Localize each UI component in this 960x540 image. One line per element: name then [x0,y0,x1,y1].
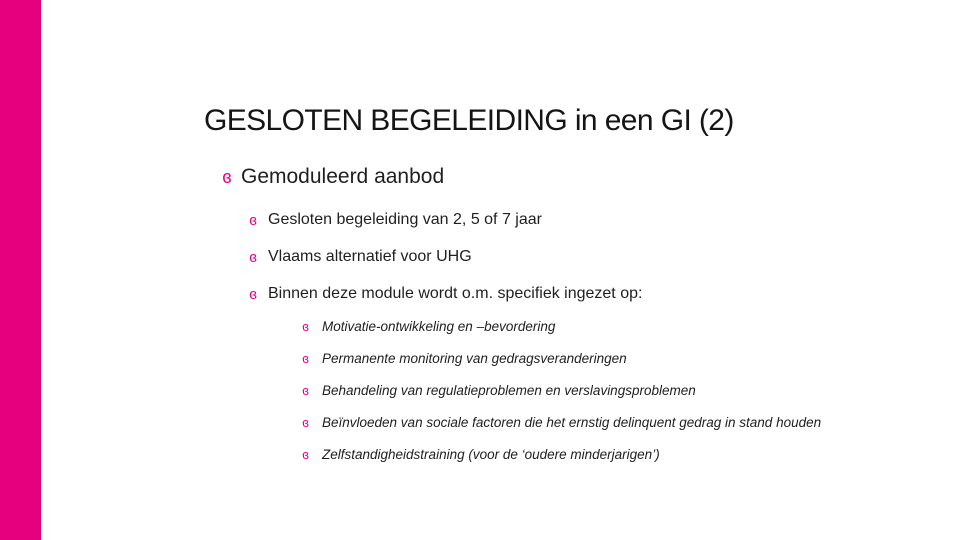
bullet-text: Gemoduleerd aanbod [241,165,445,188]
bullet-icon: ɞ [249,285,257,303]
bullet-text: Motivatie-ontwikkeling en –bevordering [322,319,556,334]
accent-bar [0,0,41,540]
bullet-level3 [299,447,660,462]
bullet-icon: ɞ [222,166,232,187]
bullet-level1 [219,165,444,189]
bullet-text: Permanente monitoring van gedragsveranderingen [322,351,627,366]
bullet-icon: ɞ [302,351,309,366]
bullet-level3 [299,383,696,398]
bullet-level2 [246,211,542,229]
bullet-icon: ɞ [302,319,309,334]
bullet-text: Binnen deze module wordt o.m. specifiek ingezet op: [268,285,643,302]
bullet-icon: ɞ [302,415,309,430]
bullet-icon: ɞ [249,211,257,229]
bullet-text: Gesloten begeleiding van 2, 5 of 7 jaar [268,211,542,228]
bullet-icon: ɞ [302,383,309,398]
bullet-level2 [246,248,472,266]
bullet-text: Zelfstandigheidstraining (voor de ‘oudere minderjarigen’) [322,447,660,462]
bullet-level3 [299,351,627,366]
slide-title: GESLOTEN BEGELEIDING in een GI (2) [204,104,734,137]
bullet-icon: ɞ [249,248,257,266]
bullet-text: Vlaams alternatief voor UHG [268,248,472,265]
bullet-text: Behandeling van regulatieproblemen en verslavingsproblemen [322,383,696,398]
bullet-level2 [246,285,642,303]
bullet-text: Beïnvloeden van sociale factoren die het ernstig delinquent gedrag in stand houden [322,415,822,430]
bullet-icon: ɞ [302,447,309,462]
bullet-level3 [299,319,555,334]
bullet-level3 [299,415,821,430]
